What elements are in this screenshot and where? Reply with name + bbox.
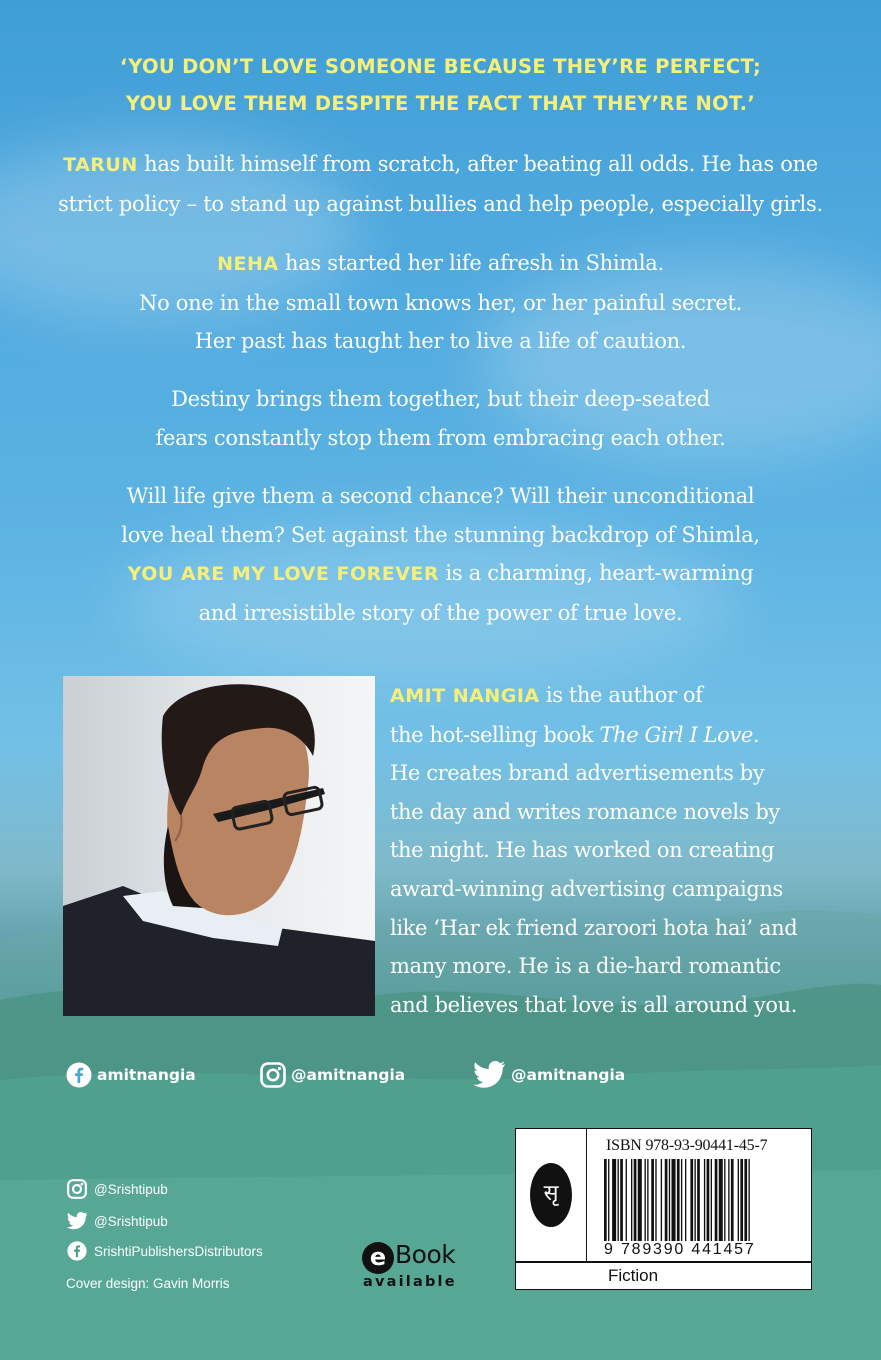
- barcode: [602, 1159, 806, 1243]
- barcode-bar: [661, 1159, 662, 1241]
- barcode-bar: [626, 1159, 627, 1241]
- author-instagram[interactable]: [260, 1060, 405, 1090]
- genre-label: Fiction: [608, 1266, 659, 1285]
- text: Destiny brings them together, but their deep-seated: [171, 387, 710, 411]
- neha-paragraph: [30, 244, 851, 361]
- author-twitter[interactable]: [472, 1060, 625, 1090]
- text: is the author of: [539, 683, 703, 707]
- barcode-bar: [672, 1159, 676, 1241]
- text: and irresistible story of the power of true love.: [198, 600, 683, 625]
- facebook-handle: amitnangia: [97, 1066, 196, 1084]
- author-name: AMIT NANGIA: [390, 685, 540, 707]
- ebook-available-badge: [362, 1240, 472, 1296]
- publisher-twitter[interactable]: [66, 1210, 168, 1232]
- barcode-bar: [618, 1159, 619, 1241]
- barcode-bar: [748, 1159, 749, 1241]
- instagram-handle: @amitnangia: [291, 1066, 406, 1084]
- barcode-bar: [711, 1159, 712, 1241]
- divider: [586, 1261, 811, 1263]
- destiny-paragraph: [30, 380, 851, 457]
- text: like ‘Har ek friend zaroori hota hai’ and: [390, 915, 798, 940]
- barcode-bar: [612, 1159, 616, 1241]
- text: and believes that love is all around you.: [390, 992, 798, 1017]
- facebook-icon: [66, 1240, 88, 1262]
- text: has started her life afresh in Shimla.: [278, 251, 664, 275]
- barcode-bar: [740, 1159, 743, 1241]
- barcode-bar: [690, 1159, 693, 1241]
- tarun-name: TARUN: [63, 154, 138, 176]
- book-title: YOU ARE MY LOVE FOREVER: [127, 563, 440, 585]
- barcode-bar: [669, 1159, 670, 1241]
- barcode-bar: [697, 1159, 700, 1241]
- text: is a charming, heart-warming: [439, 561, 754, 585]
- barcode-bar: [634, 1159, 637, 1241]
- author-photo: [63, 676, 375, 1016]
- text: He creates brand advertisements by: [390, 761, 765, 786]
- barcode-bar: [677, 1159, 680, 1241]
- facebook-icon: [66, 1062, 92, 1088]
- ebook-e-mark: e: [362, 1242, 394, 1274]
- twitter-icon: [66, 1210, 88, 1232]
- barcode-bar: [620, 1159, 623, 1241]
- barcode-bar: [645, 1159, 646, 1241]
- isbn-text: ISBN 978-93-90441-45-7: [606, 1137, 768, 1154]
- barcode-bar: [604, 1159, 607, 1241]
- neha-name: NEHA: [217, 253, 279, 275]
- barcode-bar: [744, 1159, 747, 1241]
- barcode-bar: [665, 1159, 668, 1241]
- twitter-icon: [472, 1062, 506, 1088]
- author-bio: [390, 676, 860, 1024]
- text: love heal them? Set against the stunning backdrop of Shimla,: [121, 522, 760, 547]
- barcode-bar: [651, 1159, 654, 1241]
- barcode-bar: [715, 1159, 718, 1241]
- divider: [516, 1261, 586, 1263]
- publisher-facebook[interactable]: [66, 1240, 263, 1262]
- quote-line: ‘YOU DON’T LOVE SOMEONE BECAUSE THEY’RE PERFECT;: [119, 55, 762, 78]
- barcode-bar: [738, 1159, 739, 1241]
- ebook-available: available: [363, 1274, 457, 1290]
- barcode-bar: [728, 1159, 729, 1241]
- cover-credit: Cover design: Gavin Morris: [66, 1276, 230, 1291]
- facebook-handle: SrishtiPublishersDistributors: [94, 1243, 263, 1259]
- barcode-bar: [685, 1159, 686, 1241]
- instagram-handle: @Srishtipub: [94, 1181, 168, 1197]
- text: No one in the small town knows her, or her painful secret.: [139, 290, 742, 315]
- text: Her past has taught her to live a life of caution.: [194, 329, 687, 353]
- barcode-bar: [694, 1159, 695, 1241]
- text: strict policy – to stand up against bullies and help people, especially girls.: [58, 191, 823, 216]
- text: many more. He is a die-hard romantic: [390, 954, 781, 979]
- publisher-logo-panel: [516, 1129, 587, 1261]
- previous-book-title: The Girl I Love: [599, 722, 753, 747]
- tagline-quote: [0, 48, 881, 122]
- publisher-logo: सृ: [530, 1163, 572, 1227]
- barcode-bar: [655, 1159, 656, 1241]
- text: award-winning advertising campaigns: [390, 876, 783, 901]
- barcode-bar: [707, 1159, 710, 1241]
- twitter-handle: @Srishtipub: [94, 1213, 168, 1229]
- publisher-instagram[interactable]: [66, 1178, 168, 1200]
- closing-paragraph: [30, 477, 851, 632]
- barcode-digits: 9 789390 441457: [604, 1241, 756, 1258]
- text: Will life give them a second chance? Will their unconditional: [126, 484, 755, 508]
- barcode-bar: [631, 1159, 632, 1241]
- barcode-bar: [724, 1159, 725, 1241]
- barcode-bar: [704, 1159, 705, 1241]
- text: fears constantly stop them from embracing each other.: [155, 425, 726, 450]
- text: .: [752, 722, 760, 747]
- ebook-word: Book: [395, 1240, 456, 1269]
- barcode-bar: [608, 1159, 609, 1241]
- barcode-bar: [647, 1159, 648, 1241]
- text: the day and writes romance novels by: [390, 799, 780, 824]
- text: the night. He has worked on creating: [390, 838, 775, 863]
- instagram-icon: [260, 1062, 286, 1088]
- tarun-paragraph: [30, 145, 851, 223]
- quote-line: YOU LOVE THEM DESPITE THE FACT THAT THEY’RE NOT.’: [125, 92, 756, 115]
- barcode-box: [515, 1128, 812, 1290]
- barcode-bar: [719, 1159, 723, 1241]
- twitter-handle: @amitnangia: [511, 1066, 626, 1084]
- author-facebook[interactable]: [66, 1060, 196, 1090]
- instagram-icon: [66, 1178, 88, 1200]
- barcode-bar: [638, 1159, 642, 1241]
- text: has built himself from scratch, after beating all odds. He has one: [137, 152, 818, 176]
- barcode-bar: [681, 1159, 682, 1241]
- text: the hot-selling book: [390, 722, 600, 747]
- barcode-bar: [731, 1159, 734, 1241]
